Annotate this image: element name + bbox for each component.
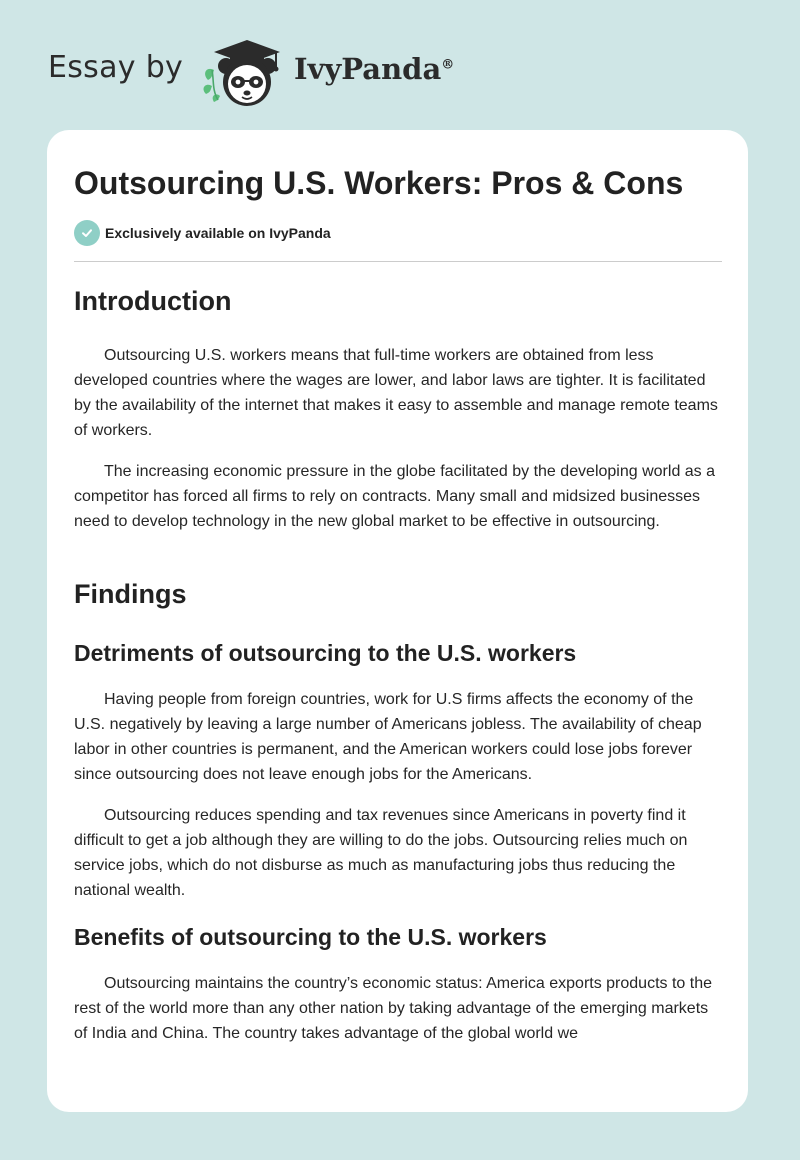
intro-paragraph-2: The increasing economic pressure in the globe facilitated by the developing world as a competitor has forced all firms to rely on contracts. Many small and midsized businesses need to develop technology in the new global market to be effective in outsourcing. [74, 463, 716, 530]
heading-benefits: Benefits of outsourcing to the U.S. workers [74, 924, 547, 950]
brand-name: IvyPanda® [294, 52, 455, 86]
exclusive-badge-label: Exclusively available on IvyPanda [105, 225, 331, 241]
exclusive-badge [74, 220, 331, 246]
brand-prefix: Essay by [48, 50, 184, 85]
check-icon [74, 220, 100, 246]
heading-detriments: Detriments of outsourcing to the U.S. workers [74, 640, 577, 666]
benefits-paragraph-1: Outsourcing maintains the country’s economic status: America exports products to the rest of the world more than any other nation by taking advantage of the emerging markets of India and China. The country takes advantage of the global world we [74, 975, 712, 1042]
site-header-brand[interactable] [48, 36, 508, 108]
detriments-paragraph-1: Having people from foreign countries, work for U.S firms affects the economy of the U.S. negatively by leaving a large number of Americans jobless. The availability of cheap labor in other countries is permanent, and the American workers could lose jobs forever since outsourcing does not leave enough jobs for the Americans. [74, 691, 702, 783]
registered-mark: ® [441, 57, 455, 73]
panda-logo-icon [200, 36, 292, 108]
heading-introduction: Introduction [74, 286, 232, 316]
title-divider [74, 261, 722, 262]
intro-paragraph-1: Outsourcing U.S. workers means that full-time workers are obtained from less developed countries where the wages are lower, and labor laws are tighter. It is facilitated by the availability of the internet that makes it easy to assemble and manage remote teams of workers. [74, 347, 718, 439]
detriments-paragraph-2: Outsourcing reduces spending and tax revenues since Americans in poverty find it difficult to get a job although they are willing to do the jobs. Outsourcing relies much on service jobs, which do not disburse as much as manufacturing jobs thus reducing the national wealth. [74, 807, 688, 899]
page-title: Outsourcing U.S. Workers: Pros & Cons [74, 165, 684, 201]
essay-card [47, 130, 748, 1112]
heading-findings: Findings [74, 579, 187, 609]
